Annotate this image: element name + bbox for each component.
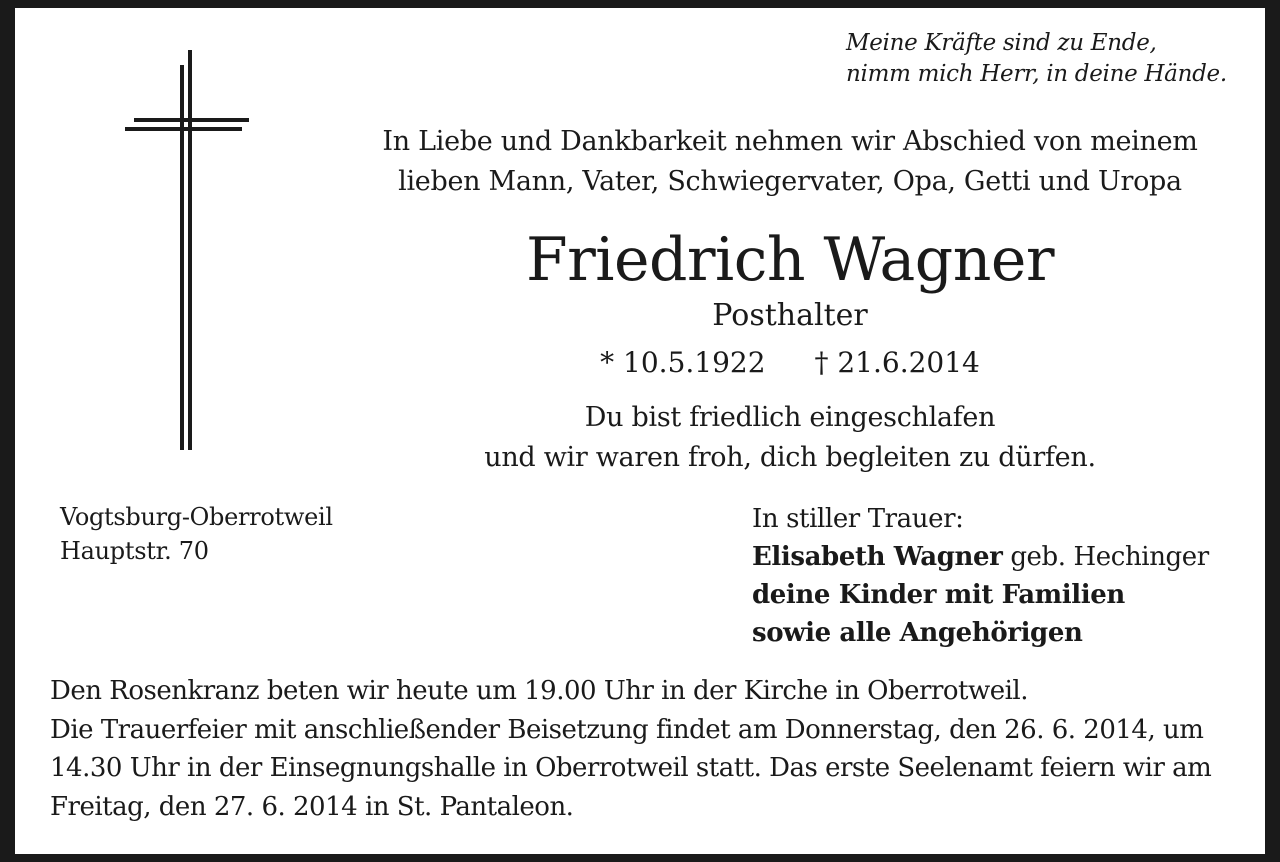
intro-line: lieben Mann, Vater, Schwiegervater, Opa, Getti und Uropa — [398, 166, 1182, 197]
address-block — [60, 500, 390, 568]
notice-line: Die Trauerfeier mit anschließender Beisetzung findet am Donnerstag, den 26. 6. 2014, um — [50, 714, 1204, 745]
closing-verse — [350, 398, 1230, 478]
death-date: † 21.6.2014 — [814, 346, 980, 379]
deceased-role: Posthalter — [712, 298, 868, 333]
mourners-block — [752, 500, 1242, 652]
motto-line: Meine Kräfte sind zu Ende, — [846, 30, 1157, 56]
life-dates — [350, 343, 1230, 383]
address-street: Hauptstr. 70 — [60, 537, 209, 565]
mourners-heading: In stiller Trauer: — [752, 504, 964, 534]
address-city: Vogtsburg-Oberrotweil — [60, 503, 333, 531]
widow-name: Elisabeth Wagner — [752, 542, 1003, 572]
widow-line — [752, 538, 1242, 576]
deceased-name: Friedrich Wagner — [525, 225, 1055, 295]
motto-verse — [846, 28, 1246, 90]
widow-maiden-name: geb. Hechinger — [1002, 542, 1209, 572]
intro-line: In Liebe und Dankbarkeit nehmen wir Abschied von meinem — [382, 126, 1198, 157]
service-notice — [50, 672, 1240, 826]
notice-line: Den Rosenkranz beten wir heute um 19.00 Uhr in der Kirche in Oberrotweil. — [50, 676, 1029, 706]
birth-date: * 10.5.1922 — [600, 346, 766, 379]
verse-line: Du bist friedlich eingeschlafen — [584, 402, 996, 433]
cross-icon — [125, 50, 251, 450]
notice-line: 14.30 Uhr in der Einsegnungshalle in Oberrotweil statt. Das erste Seelenamt feiern wir am — [50, 753, 1212, 783]
notice-line: Freitag, den 27. 6. 2014 in St. Pantaleon. — [50, 791, 574, 822]
children-line: deine Kinder mit Familien — [752, 580, 1125, 610]
relatives-line: sowie alle Angehörigen — [752, 618, 1083, 648]
motto-line: nimm mich Herr, in deine Hände. — [846, 61, 1227, 87]
verse-line: und wir waren froh, dich begleiten zu dürfen. — [484, 442, 1096, 473]
intro-text — [350, 122, 1230, 202]
